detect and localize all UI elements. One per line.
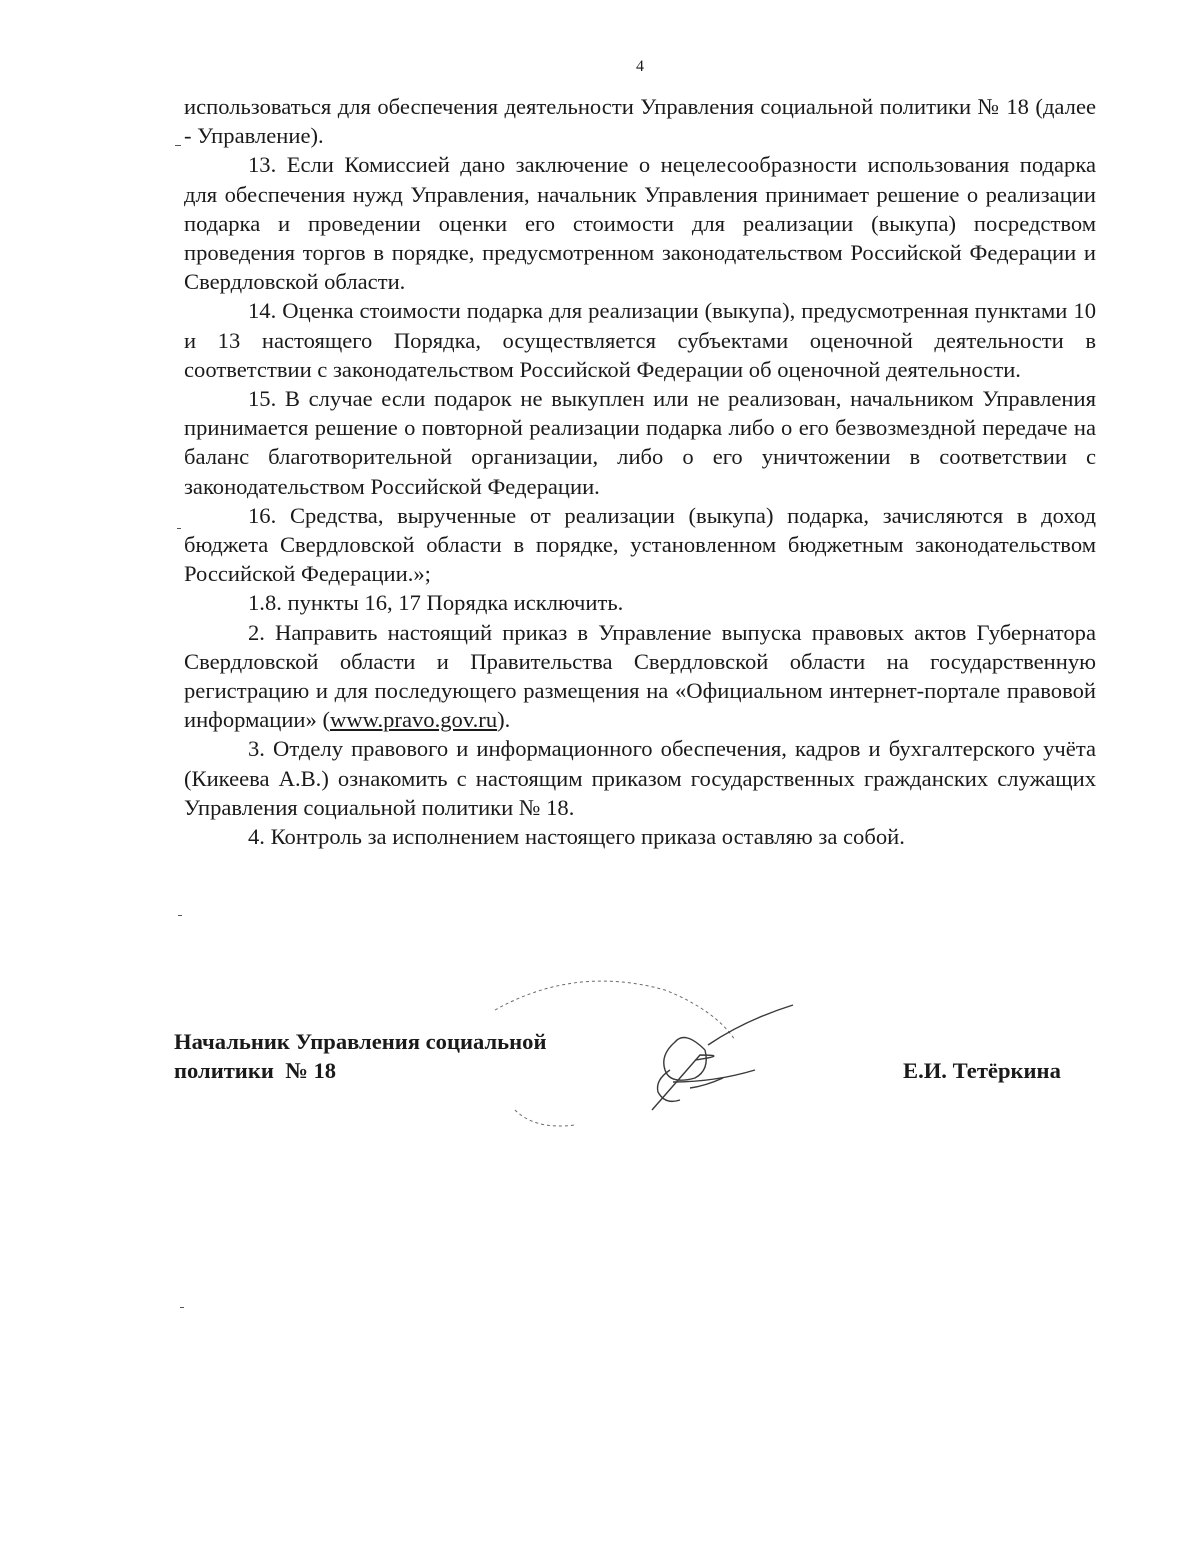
faint-stamp-arc	[495, 981, 735, 1126]
paragraph-item-16: 16. Средства, вырученные от реализации (выкупа) подарка, зачисляются в доход бюджета Свердловской области в порядке, установленном бюджетным законодательством Российской Федерации.»;	[184, 502, 1096, 587]
signatory-name: Е.И. Тетёркина	[903, 1058, 1061, 1083]
paragraph-item-2-tail: ).	[497, 707, 511, 733]
scan-speck	[175, 145, 181, 146]
scan-speck	[180, 1307, 184, 1308]
pravo-gov-link[interactable]: www.pravo.gov.ru	[330, 707, 498, 733]
paragraph-item-14: 14. Оценка стоимости подарка для реализации (выкупа), предусмотренная пунктами 10 и 13 настоящего Порядка, осуществляется субъектами оценочной деятельности в соответствии с законодательством Российской Федерации об оценочной деятельности.	[184, 298, 1096, 382]
paragraph-item-2	[184, 618, 1096, 735]
scan-speck	[178, 915, 182, 916]
handwritten-signature	[455, 960, 815, 1210]
paragraph-item-3: 3. Отделу правового и информационного обеспечения, кадров и бухгалтерского учёта (Кикеева А.В.) ознакомить с настоящим приказом государственных гражданских служащих Управления социальной политики № 18.	[184, 736, 1096, 820]
scan-speck	[177, 528, 181, 529]
paragraph-item-15: 15. В случае если подарок не выкуплен или не реализован, начальником Управления принимается решение о повторной реализации подарка либо о его безвозмездной передаче на баланс благотворительной организации, либо о его уничтожении в соответствии с законодательством Российской Федерации.	[184, 386, 1096, 499]
paragraph-continuation: использоваться для обеспечения деятельности Управления социальной политики № 18 (далее - Управление).	[184, 94, 1096, 149]
paragraph-item-1-8: 1.8. пункты 16, 17 Порядка исключить.	[248, 590, 624, 616]
signatory-title-line-1: Начальник Управления социальной	[174, 1029, 547, 1054]
paragraph-item-2-text: 2. Направить настоящий приказ в Управление выпуска правовых актов Губернатора Свердловской области и Правительства Свердловской области на государственную регистрацию и для последующего размещения на «Официальном интернет-портале правовой информации» (	[184, 619, 1096, 733]
signatory-title-line-2: политики № 18	[174, 1058, 337, 1083]
paragraph-item-13: 13. Если Комиссией дано заключение о нецелесообразности использования подарка для обеспечения нужд Управления, начальник Управления принимает решение о реализации подарка и проведении оценки его стоимости для реализации (выкупа) посредством проведения торгов в порядке, предусмотренном законодательством Российской Федерации и Свердловской области.	[184, 152, 1096, 295]
signature-strokes	[652, 1005, 793, 1110]
document-body	[184, 92, 1096, 851]
page-number: 4	[636, 58, 644, 75]
paragraph-item-4: 4. Контроль за исполнением настоящего приказа оставляю за собой.	[248, 824, 905, 850]
